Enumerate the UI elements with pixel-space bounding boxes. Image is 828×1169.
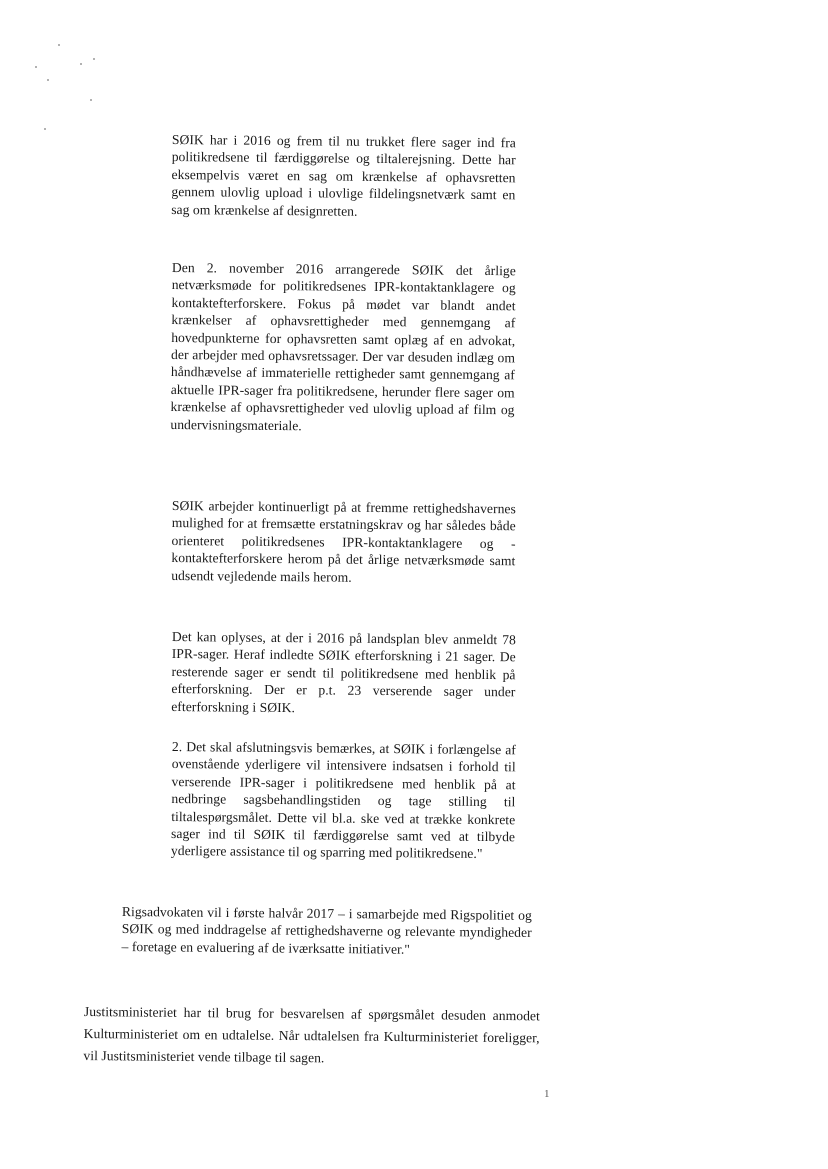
- rigsadvokaten-paragraph: Rigsadvokaten vil i første halvår 2017 – i samarbejde med Rigspolitiet og SØIK og med inddragelse af rettighedshaverne og relevante myndigheder – foretage en evaluering af de iværksatte initiativer.": [121, 903, 532, 957]
- scan-speck: [44, 128, 46, 130]
- quote-paragraph-1: SØIK har i 2016 og frem til nu trukket flere sager ind fra politikredsene til færdiggørelse og tiltalerejsning. Dette har eksempelvis været en sag om krænkelse af ophavsretten gennem ulovlig upload i ulovlige fildelingsnetværk samt en sag om krænkelse af designretten.: [171, 131, 516, 219]
- scan-speck: [58, 44, 60, 46]
- scan-speck: [93, 58, 95, 60]
- quote-paragraph-3: SØIK arbejder kontinuerligt på at fremme rettighedshavernes mulighed for at fremsætte erstatningskrav og har således både orienteret politikredsenes IPR-kontaktanklagere og -kontaktefterforskere herom på det årlige netværksmøde samt udsendt vejledende mails herom.: [171, 497, 516, 585]
- page-mark: 1: [544, 1088, 550, 1100]
- scan-speck: [35, 66, 37, 68]
- scan-speck: [90, 99, 92, 101]
- scan-speck: [47, 79, 49, 81]
- closing-paragraph: Justitsministeriet har til brug for besvarelsen af spørgsmålet desuden anmodet Kulturministeriet om en udtalelse. Når udtalelsen fra Kulturministeriet foreligger, vil Justitsministeriet vende tilbage til sagen.: [83, 1003, 540, 1066]
- quote-paragraph-5: 2. Det skal afslutningsvis bemærkes, at SØIK i forlængelse af ovenstående yderligere vil intensivere indsatsen i forhold til verserende IPR-sager i politikredsene med henblik på at nedbringe sagsbehandlingstiden og tage stilling til tiltalespørgsmålet. Dette vil bl.a. ske ved at trække konkrete sager ind til SØIK til færdiggørelse samt ved at tilbyde yderligere assistance til og sparring med politikredsene.": [170, 738, 516, 862]
- quote-paragraph-4: Det kan oplyses, at der i 2016 på landsplan blev anmeldt 78 IPR-sager. Heraf indledte SØIK efterforskning i 21 sager. De resterende sager er sendt til politikredsene med henblik på efterforskning. Der er p.t. 23 verserende sager under efterforskning i SØIK.: [171, 628, 516, 715]
- scan-speck: [80, 63, 82, 65]
- quote-paragraph-2: Den 2. november 2016 arrangerede SØIK det årlige netværksmøde for politikredsenes IPR-kontaktanklagere og kontaktefterforskere. Fokus på mødet var blandt andet krænkelser af ophavsrettigheder med gennemgang af hovedpunkterne for ophavsretten samt oplæg af en advokat, der arbejder med ophavsretssager. Der var desuden indlæg om håndhævelse af immaterielle rettigheder samt gennemgang af aktuelle IPR-sager fra politikredsene, herunder flere sager om krænkelse af ophavsrettigheder ved ulovlig upload af film og undervisningsmateriale.: [170, 259, 516, 433]
